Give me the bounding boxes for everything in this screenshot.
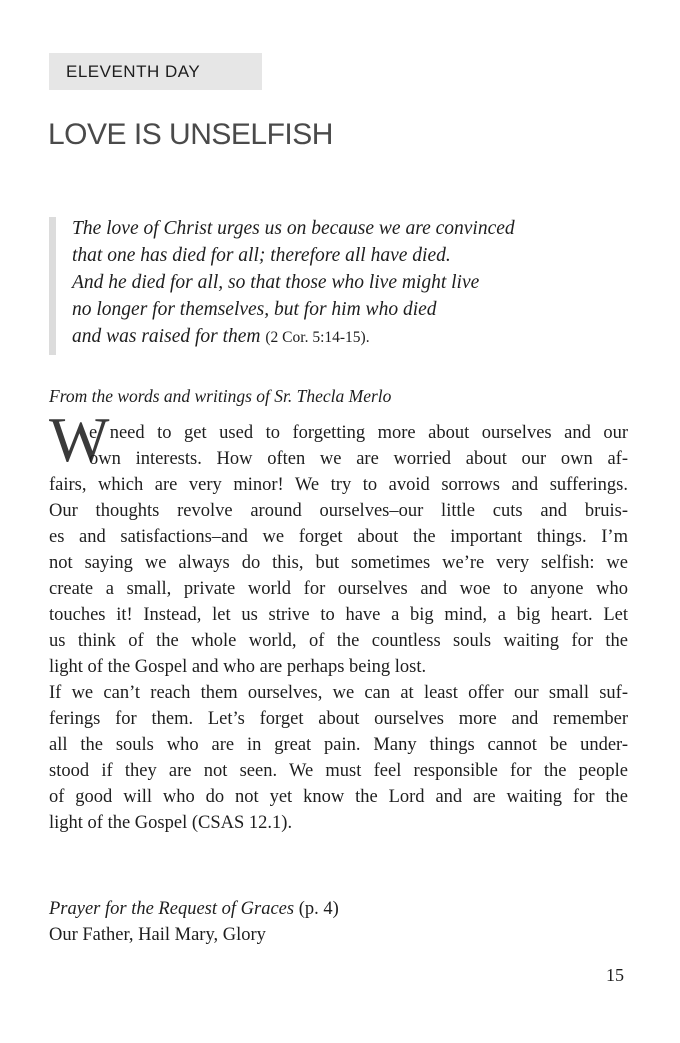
paragraph-line: own interests. How often we are worried about our own af-	[89, 449, 628, 469]
day-label: ELEVENTH DAY	[49, 53, 262, 90]
quote-line: that one has died for all; therefore all have died.	[72, 245, 451, 266]
paragraph-line: not saying we always do this, but sometimes we’re very selfish: we	[49, 553, 628, 573]
paragraph-2	[49, 680, 628, 836]
scripture-quote	[72, 215, 652, 351]
drop-cap: W	[49, 404, 110, 475]
paragraph-line: all the souls who are in great pain. Many things cannot be under-	[49, 735, 628, 755]
paragraph-line: es and satisfactions–and we forget about the important things. I’m	[49, 527, 628, 547]
page-number: 15	[606, 965, 624, 985]
quote-line: And he died for all, so that those who live might live	[72, 272, 480, 293]
paragraph-line: us think of the whole world, of the countless souls waiting for the	[49, 631, 628, 651]
quote-line: and was raised for them	[72, 326, 261, 347]
quote-line-last	[72, 323, 652, 351]
paragraph-line: light of the Gospel (CSAS 12.1).	[49, 813, 293, 833]
prayer-page-ref: (p. 4)	[298, 899, 339, 919]
paragraph-line: touches it! Instead, let us strive to have a big mind, a big heart. Let	[49, 605, 628, 625]
prayer-list: Our Father, Hail Mary, Glory	[49, 925, 266, 945]
paragraph-line: create a small, private world for ourselves and woe to anyone who	[49, 579, 628, 599]
paragraph-line: ferings for them. Let’s forget about ourselves more and remember	[49, 709, 628, 729]
prayer-title: Prayer for the Request of Graces	[49, 899, 295, 919]
quote-line: The love of Christ urges us on because we are convinced	[72, 218, 515, 239]
paragraph-line: light of the Gospel and who are perhaps being lost.	[49, 657, 427, 677]
quote-reference: (2 Cor. 5:14-15).	[265, 329, 370, 346]
paragraph-line: If we can’t reach them ourselves, we can at least offer our small suf-	[49, 683, 628, 703]
prayer-heading	[49, 896, 339, 923]
page-title: LOVE IS UNSELFISH	[48, 118, 333, 151]
paragraph-line: of good will who do not yet know the Lord and are waiting for the	[49, 787, 628, 807]
quote-bar	[49, 217, 56, 355]
paragraph-1	[49, 420, 628, 680]
paragraph-line: e need to get used to forgetting more about ourselves and our	[89, 423, 628, 443]
paragraph-line: stood if they are not seen. We must feel responsible for the people	[49, 761, 628, 781]
paragraph-line: Our thoughts revolve around ourselves–our little cuts and bruis-	[49, 501, 628, 521]
source-line: From the words and writings of Sr. Thecla Merlo	[49, 386, 392, 406]
paragraph-line: fairs, which are very minor! We try to avoid sorrows and sufferings.	[49, 475, 628, 495]
quote-line: no longer for themselves, but for him who died	[72, 299, 437, 320]
